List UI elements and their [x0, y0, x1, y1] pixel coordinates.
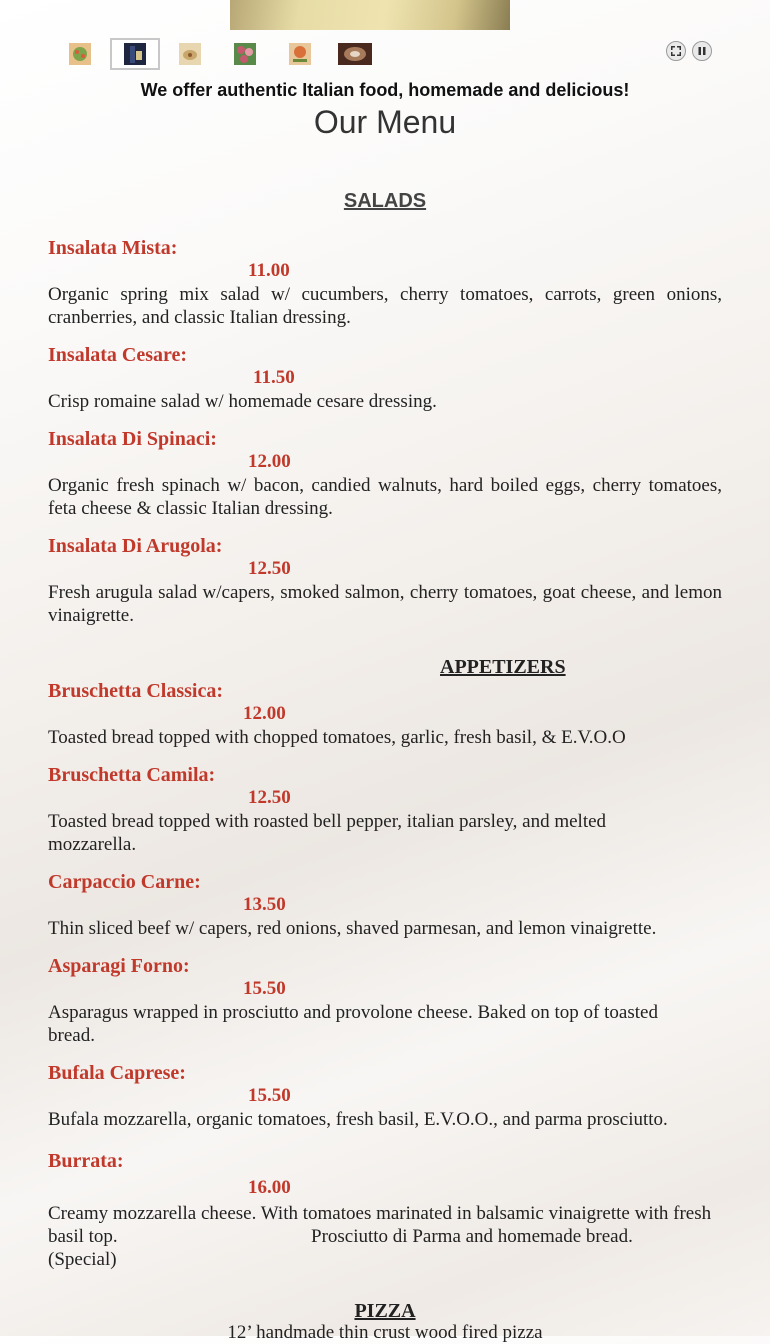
wine-thumbnail-image [124, 43, 146, 65]
menu-item-name: Asparagi Forno: [48, 955, 190, 977]
salad-thumbnail-image [69, 43, 91, 65]
pause-button[interactable] [692, 41, 712, 61]
menu-item-price: 12.00 [243, 703, 286, 724]
menu-item-description: Asparagus wrapped in prosciutto and provolone cheese. Baked on top of toasted bread. [48, 1002, 658, 1046]
menu-item-description: Organic fresh spinach w/ bacon, candied walnuts, hard boiled eggs, cherry tomatoes, feta cheese & classic Italian dressing. [48, 475, 722, 519]
pizza-heading: PIZZA [354, 1300, 416, 1322]
thumbnail-3[interactable] [178, 42, 202, 66]
menu-item-price: 16.00 [248, 1177, 291, 1198]
menu-item-name: Insalata Di Arugola: [48, 535, 223, 557]
menu-item-description: Thin sliced beef w/ capers, red onions, shaved parmesan, and lemon vinaigrette. [48, 918, 657, 939]
menu-item-description: Fresh arugula salad w/capers, smoked salmon, cherry tomatoes, goat cheese, and lemon vinaigrette. [48, 582, 722, 626]
appetizers-heading: APPETIZERS [440, 656, 566, 678]
menu-item-price: 12.50 [248, 558, 291, 579]
roses-thumbnail-image [234, 43, 256, 65]
menu-item-description: Organic spring mix salad w/ cucumbers, cherry tomatoes, carrots, green onions, cranberries, and classic Italian dressing. [48, 284, 722, 328]
menu-item-price: 15.50 [243, 978, 286, 999]
menu-item-name: Insalata Cesare: [48, 344, 188, 366]
thumbnail-2-selected[interactable] [110, 38, 160, 70]
menu-item-name: Insalata Di Spinaci: [48, 428, 217, 450]
pause-icon [697, 46, 707, 56]
soup-thumbnail-image [179, 43, 201, 65]
menu-item-description: Crisp romaine salad w/ homemade cesare dressing. [48, 391, 437, 412]
menu-item-price: 15.50 [248, 1085, 291, 1106]
thumbnail-4[interactable] [233, 42, 257, 66]
menu-item-name: Burrata: [48, 1150, 124, 1172]
menu-item-name: Carpaccio Carne: [48, 871, 201, 893]
page-title: Our Menu [313, 104, 457, 140]
thumbnail-6[interactable] [338, 42, 372, 66]
salads-heading: SALADS [343, 190, 427, 212]
pasta-thumbnail-image [289, 43, 311, 65]
tagline: We offer authentic Italian food, homemade and delicious! [140, 80, 630, 100]
slideshow-thumbnails [0, 37, 770, 71]
hero-image [230, 0, 510, 30]
menu-item-name: Bufala Caprese: [48, 1062, 186, 1084]
menu-item-price: 11.00 [248, 260, 290, 281]
menu-item-description: Toasted bread topped with chopped tomatoes, garlic, fresh basil, & E.V.O.O [48, 727, 626, 748]
thumbnail-5[interactable] [288, 42, 312, 66]
menu-item-name: Bruschetta Classica: [48, 680, 223, 702]
menu-item-description: Bufala mozzarella, organic tomatoes, fresh basil, E.V.O.O., and parma prosciutto. [48, 1109, 668, 1130]
chocolate-thumbnail-image [338, 43, 372, 65]
special-note: (Special) [48, 1249, 117, 1270]
menu-item-price: 11.50 [253, 367, 295, 388]
thumbnail-1[interactable] [68, 42, 92, 66]
menu-item-description: Toasted bread topped with roasted bell pepper, italian parsley, and melted mozzarella. [48, 811, 607, 855]
menu-item-price: 12.00 [248, 451, 291, 472]
menu-item-name: Insalata Mista: [48, 237, 178, 259]
menu-item-name: Bruschetta Camila: [48, 764, 216, 786]
fullscreen-button[interactable] [666, 41, 686, 61]
pizza-subheading: 12’ handmade thin crust wood fired pizza [227, 1322, 543, 1343]
menu-item-price: 12.50 [248, 787, 291, 808]
menu-item-description-extra: Prosciutto di Parma and homemade bread. [311, 1226, 633, 1247]
fullscreen-icon [670, 45, 682, 57]
menu-item-price: 13.50 [243, 894, 286, 915]
menu-item-description: Creamy mozzarella cheese. With tomatoes marinated in balsamic vinaigrette with fresh basil top. [48, 1203, 712, 1247]
